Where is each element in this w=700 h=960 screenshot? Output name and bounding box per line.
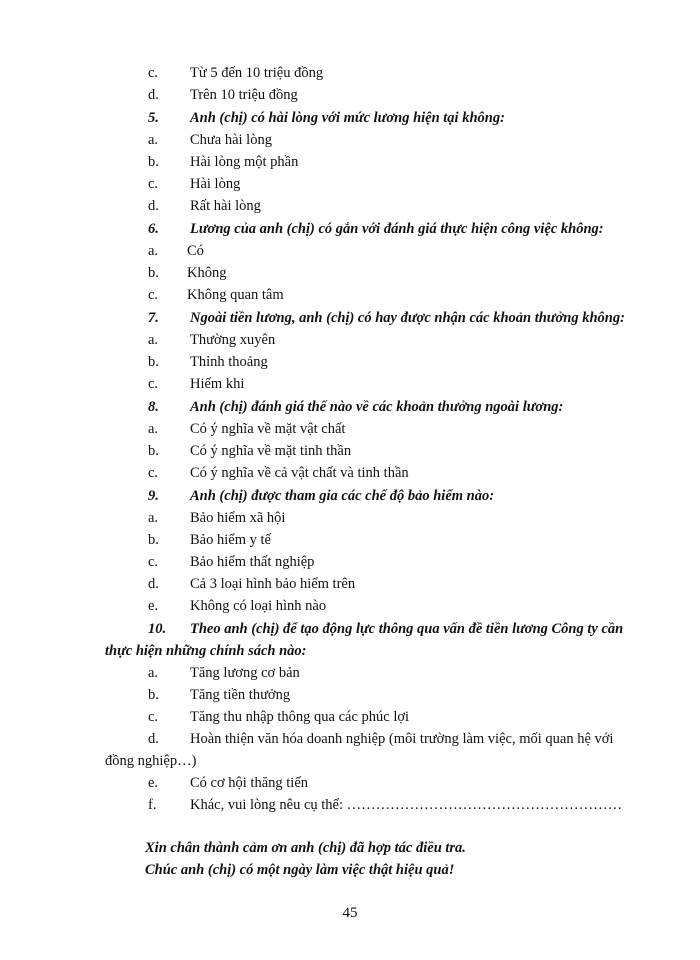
closing-wish: Chúc anh (chị) có một ngày làm việc thật hiệu quả! xyxy=(145,862,455,878)
option-text: Hài lòng xyxy=(190,176,241,192)
option-label: c. xyxy=(148,176,159,192)
option-text: Trên 10 triệu đồng xyxy=(190,87,298,103)
question-text: Anh (chị) có hài lòng với mức lương hiện tại không: xyxy=(190,110,505,126)
question-text: Theo anh (chị) để tạo động lực thông qua vấn đề tiền lương Công ty cần xyxy=(190,621,624,637)
option-label: b. xyxy=(148,687,159,703)
question-number: 8. xyxy=(148,399,159,415)
option-text: Khác, vui lòng nêu cụ thể: ………………………………………………… xyxy=(190,797,623,813)
option-text: Hiếm khi xyxy=(190,376,245,392)
option-label: a. xyxy=(148,243,159,259)
option-label: a. xyxy=(148,665,159,681)
option-label: b. xyxy=(148,354,159,370)
question-text: Anh (chị) được tham gia các chế độ bảo hiểm nào: xyxy=(190,488,495,504)
option-text: Có xyxy=(187,243,204,259)
option-label: e. xyxy=(148,598,159,614)
option-label: b. xyxy=(148,532,159,548)
option-label: e. xyxy=(148,775,159,791)
option-text: Không xyxy=(187,265,227,281)
option-text: Tăng thu nhập thông qua các phúc lợi xyxy=(190,709,410,725)
option-label: c. xyxy=(148,376,159,392)
option-text: Rất hài lòng xyxy=(190,198,261,214)
option-text: Tăng lương cơ bản xyxy=(190,665,300,681)
option-label: a. xyxy=(148,332,159,348)
question-text: Anh (chị) đánh giá thế nào về các khoản thưởng ngoài lương: xyxy=(190,399,564,415)
option-label: d. xyxy=(148,87,159,103)
option-text: Có ý nghĩa về mặt vật chất xyxy=(190,421,346,437)
question-number: 5. xyxy=(148,110,159,126)
option-text-continued: đồng nghiệp…) xyxy=(105,753,197,769)
option-text: Bảo hiểm thất nghiệp xyxy=(190,554,315,570)
option-text: Không có loại hình nào xyxy=(190,598,327,614)
question-number: 10. xyxy=(148,621,167,637)
option-label: a. xyxy=(148,132,159,148)
option-label: c. xyxy=(148,709,159,725)
option-text: Không quan tâm xyxy=(187,287,284,303)
option-text: Hài lòng một phần xyxy=(190,154,299,170)
option-label: b. xyxy=(148,154,159,170)
option-text: Có cơ hội thăng tiến xyxy=(190,775,309,791)
page-number: 45 xyxy=(342,905,358,921)
question-number: 9. xyxy=(148,488,159,504)
option-label: f. xyxy=(148,797,157,813)
option-label: c. xyxy=(148,554,159,570)
option-label: a. xyxy=(148,421,159,437)
option-label: d. xyxy=(148,576,159,592)
question-text: Ngoài tiền lương, anh (chị) có hay được nhận các khoản thưởng không: xyxy=(190,310,625,326)
option-label: a. xyxy=(148,510,159,526)
option-text: Hoàn thiện văn hóa doanh nghiệp (môi trường làm việc, mối quan hệ với xyxy=(190,731,614,747)
question-number: 6. xyxy=(148,221,159,237)
option-label: b. xyxy=(148,265,159,281)
question-text-continued: thực hiện những chính sách nào: xyxy=(105,643,307,659)
option-text: Cả 3 loại hình bảo hiểm trên xyxy=(190,576,356,592)
option-label: b. xyxy=(148,443,159,459)
option-label: c. xyxy=(148,287,159,303)
option-label: d. xyxy=(148,198,159,214)
option-text: Từ 5 đến 10 triệu đồng xyxy=(190,65,324,81)
closing-thanks: Xin chân thành cảm ơn anh (chị) đã hợp tác điều tra. xyxy=(145,840,466,856)
option-label: d. xyxy=(148,731,159,747)
option-text: Có ý nghĩa về mặt tinh thần xyxy=(190,443,352,459)
option-text: Bảo hiểm xã hội xyxy=(190,510,286,526)
option-text: Tăng tiền thưởng xyxy=(190,687,291,703)
option-text: Thường xuyên xyxy=(190,332,276,348)
option-text: Chưa hài lòng xyxy=(190,132,272,148)
question-number: 7. xyxy=(148,310,159,326)
option-label: c. xyxy=(148,65,159,81)
option-text: Thỉnh thoảng xyxy=(190,354,268,370)
question-text: Lương của anh (chị) có gắn với đánh giá thực hiện công việc không: xyxy=(190,221,604,237)
option-label: c. xyxy=(148,465,159,481)
option-text: Có ý nghĩa về cả vật chất và tinh thần xyxy=(190,465,409,481)
option-text: Bảo hiểm y tế xyxy=(190,532,271,548)
